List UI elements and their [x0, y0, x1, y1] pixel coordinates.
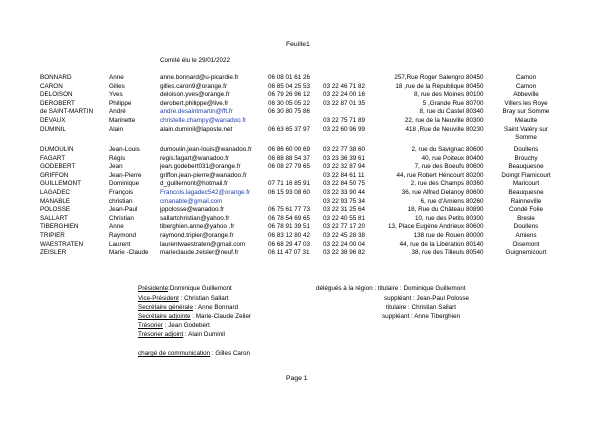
member-first-name: Anne [109, 223, 124, 231]
member-phone: 03 22 24 00 04 [323, 240, 366, 248]
member-email: sallartchristian@yahoo.fr [160, 214, 230, 222]
vice-value: : Christian Sallart [178, 295, 229, 302]
member-row [0, 91, 600, 99]
member-first-name: Gilles [109, 82, 125, 90]
member-row [0, 163, 600, 171]
member-address: 40, rue Poiteux [421, 154, 464, 162]
member-name: DEROBERT [40, 99, 75, 107]
member-phone: 03 22 38 96 82 [323, 249, 366, 257]
member-email: raymond.tripier@orange.fr [160, 232, 234, 239]
treasurer-adj-label: Trésorier adjoint [138, 331, 184, 338]
comms-label: chargé de communication [138, 350, 211, 357]
member-name: GUILLEMONT [40, 180, 81, 188]
member-mobile: 06 86 60 00 69 [268, 146, 311, 153]
member-row [0, 206, 600, 214]
comms-value: : Gilles Caron [210, 350, 251, 357]
member-city: Beauquesne [508, 163, 544, 171]
member-first-name: Dominique [109, 180, 140, 188]
vice-label: Vice-Président [138, 295, 179, 302]
member-postal-code: 80300 [466, 117, 484, 124]
member-city: Amiens [515, 232, 537, 239]
member-email[interactable]: christelle.champy@wanadoo.fr [160, 117, 247, 124]
member-address: 18, Rue du Château [407, 206, 464, 214]
sheet-title: Feuille1 [286, 41, 310, 48]
member-row [0, 117, 600, 125]
member-phone: 03 22 33 90 44 [323, 189, 366, 196]
member-city: Doullens [513, 223, 539, 231]
member-mobile: 06 75 61 77 73 [268, 206, 311, 214]
member-name: de SAINT-MARTIN [40, 108, 94, 116]
member-phone: 03 22 84 50 75 [323, 180, 366, 188]
delegates-line: délégués à la région : titulaire : Dominique Guillemont [316, 285, 466, 292]
member-phone: 03 22 87 01 35 [323, 99, 366, 107]
member-name: CARON [40, 82, 63, 90]
committee-date: Comité élu le 29/01/2022 [160, 57, 231, 64]
member-address: 138 rue de Rouen [413, 232, 464, 239]
member-postal-code: 80600 [466, 163, 484, 171]
member-postal-code: 80600 [466, 189, 484, 196]
treasurer-value: : Jean Godebert [162, 322, 210, 329]
member-address: 418 ,Rue de Neuville [405, 125, 464, 133]
member-address: 36, rue Alfred Delanoy [401, 189, 464, 196]
member-row [0, 83, 600, 91]
member-postal-code: 80600 [466, 146, 484, 153]
member-name: DUMOULIN [40, 146, 74, 153]
member-city: Guignemicourt [505, 249, 547, 257]
member-first-name: Anne [109, 74, 124, 81]
member-address: 2, rue du Savignac [411, 146, 464, 153]
member-address: 22, rue de la Neuville [404, 117, 464, 124]
member-name: GODEBERT [40, 163, 76, 171]
member-postal-code: 80260 [466, 197, 484, 205]
member-phone: 03 22 24 00 16 [323, 91, 366, 99]
treasurer-line [138, 322, 210, 329]
member-first-name: François [109, 189, 134, 196]
member-mobile: 06 11 47 07 31 [268, 249, 310, 257]
member-postal-code: 80700 [466, 99, 484, 107]
member-postal-code: 80400 [466, 154, 484, 162]
member-first-name: André [109, 108, 126, 116]
member-name: DELOISON [40, 91, 73, 99]
member-postal-code: 80230 [466, 125, 484, 133]
member-first-name: Jean [109, 163, 123, 171]
vice-president-line [138, 295, 229, 302]
member-address: 44, rue Robert Héncourt [396, 171, 464, 179]
member-mobile: 06 63 65 37 97 [268, 125, 311, 133]
member-postal-code: 80540 [466, 249, 484, 257]
member-row [0, 249, 600, 257]
member-city: Oisemont [512, 240, 540, 248]
member-mobile: 06 79 26 96 12 [268, 91, 311, 99]
member-address: 2, rue des Champs [410, 180, 464, 188]
member-address: 6, rue d'Amiens [420, 197, 464, 205]
titular-2-line: titulaire : Christian Sallart [386, 304, 456, 311]
member-city: Méaulte [514, 117, 538, 124]
member-row [0, 241, 600, 249]
member-first-name: Jean-Louis [109, 146, 140, 153]
communication-line [138, 350, 250, 357]
member-first-name: Laurent [109, 240, 131, 248]
member-address: 257,Rue Roger Salengro [394, 74, 464, 81]
secretary-line [138, 304, 238, 311]
member-email: alain.duminil@laposte.net [160, 125, 233, 133]
member-postal-code: 80450 [466, 74, 484, 81]
member-first-name: Christian [109, 214, 134, 222]
member-phone: 03 22 31 25 64 [323, 206, 366, 214]
member-postal-code: 80450 [466, 82, 484, 90]
member-city: Bray sur Somme [502, 108, 550, 116]
member-mobile: 06 15 93 08 60 [268, 189, 311, 196]
member-first-name: christian [109, 197, 133, 205]
member-address: 44, rue de la Libération [399, 240, 464, 248]
president-value: :Dominique Guillemont [168, 285, 232, 292]
member-city: Brouchy [514, 154, 538, 162]
member-email: gilles.caron9@orange.fr [160, 82, 227, 90]
member-address: 8, rue du Castel [419, 108, 464, 116]
treasurer-adj-value: : Alain Duminil [183, 331, 225, 338]
member-phone: 03 22 60 96 99 [323, 125, 366, 133]
member-city: Bresle [517, 214, 535, 222]
member-address: 5 ,Grande Rue [422, 99, 464, 107]
member-city: Doullens [513, 146, 539, 153]
member-email: regis.fagart@wanadoo.fr [160, 154, 230, 162]
member-city-line-2: Somme [515, 133, 537, 141]
member-email: dumoulin.jean-louis@wanadoo.fr [160, 146, 252, 153]
member-address: 18 ,rue de la République [395, 82, 464, 90]
member-first-name: Jean-Pierre [109, 171, 142, 179]
member-name: FAGART [40, 154, 66, 162]
member-name: TIBERGHIEN [40, 223, 79, 231]
member-email: jppolosse@wanadoo.fr [160, 206, 225, 214]
member-address: 13, Place Eugène Andrieux [388, 223, 464, 231]
president-line [138, 285, 232, 292]
member-email: anne.bonnard@u-picardie.fr [160, 74, 239, 81]
member-mobile: 06 68 29 47 03 [268, 240, 311, 248]
member-postal-code: 80140 [466, 240, 484, 248]
member-row [0, 125, 600, 141]
member-phone: 03 22 45 28 38 [323, 232, 366, 239]
member-email: derobert.philippe@live.fr [160, 99, 229, 107]
member-postal-code: 80100 [466, 91, 484, 99]
member-name: TRIPIER [40, 232, 65, 239]
member-address: 10, rue des Petits [414, 214, 464, 222]
member-phone: 03 22 46 71 82 [323, 82, 366, 90]
member-email: tiberghien.anne@yahoo .fr [160, 223, 235, 231]
member-email: marieclaude.zeisler@neuf.fr [160, 249, 239, 257]
secretary-label: Secrétaire générale [138, 304, 193, 311]
member-name: DUMINIL [40, 125, 66, 133]
member-first-name: Marinette [109, 117, 136, 124]
member-row [0, 172, 600, 180]
member-first-name: Raymond [109, 232, 136, 239]
member-phone: 03 22 40 55 81 [323, 214, 366, 222]
member-city: Saint Valéry sur [504, 125, 548, 133]
member-row [0, 180, 600, 188]
member-name: POLOSSE [40, 206, 71, 214]
member-name: MANABLE [40, 197, 71, 205]
member-phone: 03 22 77 38 60 [323, 146, 366, 153]
member-postal-code: 80600 [466, 223, 484, 231]
member-email[interactable]: Francois.lagadec542@orange.fr [160, 189, 251, 196]
member-name: ZEISLER [40, 249, 67, 257]
member-email: griffon.jean-pierre@wanadoo.fr [160, 171, 247, 179]
member-city: Abbeville [513, 91, 539, 99]
member-city: Doingt Flamicourt [501, 171, 551, 179]
member-postal-code: 80000 [466, 232, 484, 239]
member-first-name: Alain [109, 125, 124, 133]
member-city: Camon [515, 74, 537, 81]
member-row [0, 74, 600, 82]
member-postal-code: 80360 [466, 180, 484, 188]
member-postal-code: 80200 [466, 171, 484, 179]
member-mobile: 06 78 54 69 65 [268, 214, 311, 222]
member-mobile: 06 08 01 61 26 [268, 74, 311, 81]
member-mobile: 06 30 80 75 86 [268, 108, 311, 116]
secretary-adj-value: : Marie-Claude Zeiler [190, 313, 252, 320]
member-name: LAGADEC [40, 189, 71, 196]
member-city: Villers les Roye [504, 99, 548, 107]
member-address: 7, rue des Boeufs [414, 163, 464, 171]
member-city: Beauquesne [508, 189, 544, 196]
member-email: laurentwaestraten@gmail.com [160, 240, 246, 248]
member-first-name: Philippe [109, 99, 132, 107]
member-first-name: Régis [109, 154, 126, 162]
member-email: d_guillemont@hotmail.fr [160, 180, 228, 188]
member-row [0, 223, 600, 231]
member-city: Camon [515, 82, 537, 90]
member-row [0, 155, 600, 163]
member-name: SALLART [40, 214, 68, 222]
member-postal-code: 80340 [466, 108, 484, 116]
president-label: Présidente [138, 285, 169, 292]
member-row [0, 146, 600, 154]
member-mobile: 06 85 04 25 53 [268, 82, 311, 90]
secretary-adj-label: Secrétaire adjointe [138, 313, 191, 320]
secretary-adjoint-line [138, 313, 251, 320]
member-row [0, 100, 600, 108]
member-mobile: 06 83 12 80 42 [268, 232, 311, 239]
secretary-value: : Anne Bonnard [192, 304, 239, 311]
member-phone: 03 22 84 61 11 [323, 171, 365, 179]
treasurer-label: Trésorier [138, 322, 163, 329]
member-name: WAESTRATEN [40, 240, 84, 248]
member-email: jean.godebert031@orange.fr [160, 163, 241, 171]
member-first-name: Marie -Claude [109, 249, 149, 257]
deputy-2-line: suppléant : Anne Tiberghien [382, 313, 461, 320]
treasurer-adjoint-line [138, 331, 225, 338]
member-phone: 03 22 93 75 34 [323, 197, 366, 205]
member-postal-code: 80300 [466, 214, 484, 222]
member-city: Maricourt [512, 180, 540, 188]
deputy-1-line: suppléant : Jean-Paul Polosse [384, 295, 470, 302]
member-name: BONNARD [40, 74, 72, 81]
member-first-name: Jean-Paul [109, 206, 138, 214]
member-phone: 03 22 32 87 94 [323, 163, 366, 171]
member-email: deloison.yves@orange.fr [160, 91, 230, 99]
page-number: Page 1 [286, 375, 308, 382]
member-mobile: 06 30 05 05 22 [268, 99, 311, 107]
member-address: 38, rue des Tilleuls [411, 249, 464, 257]
member-row [0, 189, 600, 197]
member-phone: 03 22 75 71 89 [323, 117, 366, 124]
member-phone: 03 23 36 39 61 [323, 154, 366, 162]
member-name: GRIFFON [40, 171, 69, 179]
member-email[interactable]: cmanable@gmail.com [160, 197, 223, 205]
member-email[interactable]: andre.desaintmartin@fft.fr [160, 108, 233, 116]
member-row [0, 215, 600, 223]
member-city: Rainneville [510, 197, 542, 205]
member-address: 8, rue des Moines [413, 91, 464, 99]
member-first-name: Yves [109, 91, 123, 99]
member-mobile: 06 08 27 79 65 [268, 163, 311, 171]
member-city: Condé Folie [509, 206, 543, 214]
member-row [0, 232, 600, 240]
member-postal-code: 80890 [466, 206, 484, 214]
member-name: DEVAUX [40, 117, 66, 124]
member-phone: 03 22 77 17 20 [323, 223, 366, 231]
member-mobile: 06 78 91 39 51 [268, 223, 311, 231]
member-row [0, 108, 600, 116]
member-mobile: 07 71 16 85 91 [268, 180, 311, 188]
member-mobile: 06 88 88 54 37 [268, 154, 311, 162]
member-row [0, 198, 600, 206]
